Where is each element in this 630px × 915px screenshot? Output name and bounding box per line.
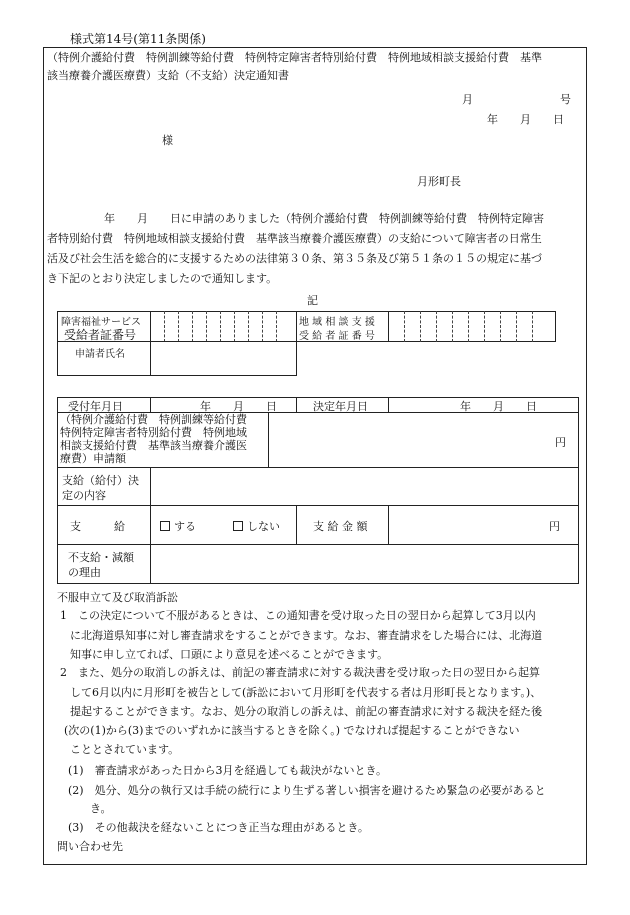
claim-unit: 円 — [555, 436, 566, 449]
ki-label: 記 — [307, 294, 318, 307]
decision-date-value: 年 月 日 — [460, 400, 537, 413]
form-number: 様式第14号(第11条関係) — [70, 32, 206, 46]
received-date-value: 年 月 日 — [200, 400, 277, 413]
appeal-item-3: (3) その他裁決を経ないことにつき正当な理由があるとき。 — [68, 821, 369, 834]
payment-label: 支 給 — [70, 520, 125, 533]
body-line-4: き下記のとおり決定しましたので通知します。 — [47, 272, 278, 285]
reason-label-1: 不支給・減額 — [68, 551, 134, 564]
payment-amount-label: 支 給 金 額 — [313, 520, 368, 533]
appeal-p2-line5: こととされています。 — [70, 743, 180, 756]
checkbox-icon — [160, 521, 170, 531]
appeal-p1-line1: 1 この決定について不服があるときは、この通知書を受け取った日の翌日から起算して3月以内 — [60, 609, 536, 622]
claim-label-2: 特例特定障害者特別給付費 特例地域 — [60, 426, 247, 439]
option-no[interactable]: しない — [233, 518, 280, 534]
body-line-3: 活及び社会生活を総合的に支援するための法律第３０条、第３５条及び第５１条の１５の規定に基づ — [47, 252, 542, 265]
content-label-2: 定の内容 — [62, 489, 106, 502]
applicant-name-label: 申請者氏名 — [75, 349, 125, 360]
payment-amount-unit: 円 — [549, 520, 560, 533]
issue-date: 年 月 日 — [487, 113, 564, 126]
content-label-1: 支給（給付）決 — [62, 474, 139, 487]
document-title-line2: 該当療養介護医療費）支給（不支給）決定通知書 — [47, 69, 289, 82]
appeal-p2-line1: 2 また、処分の取消しの訴えは、前記の審査請求に対する裁決書を受け取った日の翌日から起算 — [60, 666, 540, 679]
cert-label-line2: 受給者証番号 — [64, 328, 137, 342]
month-label: 月 — [462, 93, 473, 106]
appeal-p2-line2: して6月以内に月形町を被告として(訴訟において月形町を代表する者は月形町長となります。)、 — [70, 686, 542, 699]
appeal-p2-line3: 提起することができます。なお、処分の取消しの訴えは、前記の審査請求に対する裁決を経た後 — [70, 705, 543, 718]
document-title-line1: （特例介護給付費 特例訓練等給付費 特例特定障害者特別給付費 特例地域相談支援給付費 基準 — [47, 51, 542, 64]
appeal-item-2-line2: き。 — [90, 802, 112, 815]
body-line-1: 年 月 日に申請のありました（特例介護給付費 特例訓練等給付費 特例特定障害 — [104, 212, 544, 225]
appeal-p1-line2: に北海道県知事に対し審査請求をすることができます。なお、審査請求をした場合には、北海道 — [70, 629, 543, 642]
checkbox-icon — [233, 521, 243, 531]
body-line-2: 者特別給付費 特例地域相談支援給付費 基準該当療養介護医療費）の支給について障害者の日常生 — [47, 232, 542, 245]
soudan-label-line1: 地 域 相 談 支 援 — [299, 317, 375, 328]
number-label: 号 — [560, 93, 571, 106]
soudan-label-line2: 受 給 者 証 番 号 — [299, 331, 375, 342]
issuer-name: 月形町長 — [417, 175, 461, 188]
reason-label-2: の理由 — [68, 566, 101, 579]
recipient-suffix: 様 — [162, 134, 173, 147]
decision-date-label: 決定年月日 — [313, 400, 368, 413]
appeal-item-1: (1) 審査請求があった日から3月を経過しても裁決がないとき。 — [68, 764, 388, 777]
option-yes[interactable]: する — [160, 518, 196, 534]
received-date-label: 受付年月日 — [68, 400, 123, 413]
appeal-p1-line3: 知事に申し立てれば、口頭により意見を述べることができます。 — [70, 648, 389, 661]
claim-label-4: 療費）申請額 — [60, 452, 126, 465]
appeal-heading: 不服申立て及び取消訴訟 — [57, 591, 178, 604]
appeal-p2-line4: (次の(1)から(3)までのいずれかに該当するときを除く。) でなければ提起することができない — [64, 724, 520, 737]
claim-label-3: 相談支援給付費 基準該当療養介護医 — [60, 439, 247, 452]
cert-label-line1: 障害福祉サービス — [61, 317, 141, 328]
appeal-item-2-line1: (2) 処分、処分の執行又は手続の続行により生ずる著しい損害を避けるため緊急の必要があると — [68, 784, 546, 797]
claim-label-1: （特例介護給付費 特例訓練等給付費 — [60, 413, 247, 426]
contact-label: 問い合わせ先 — [57, 840, 123, 853]
